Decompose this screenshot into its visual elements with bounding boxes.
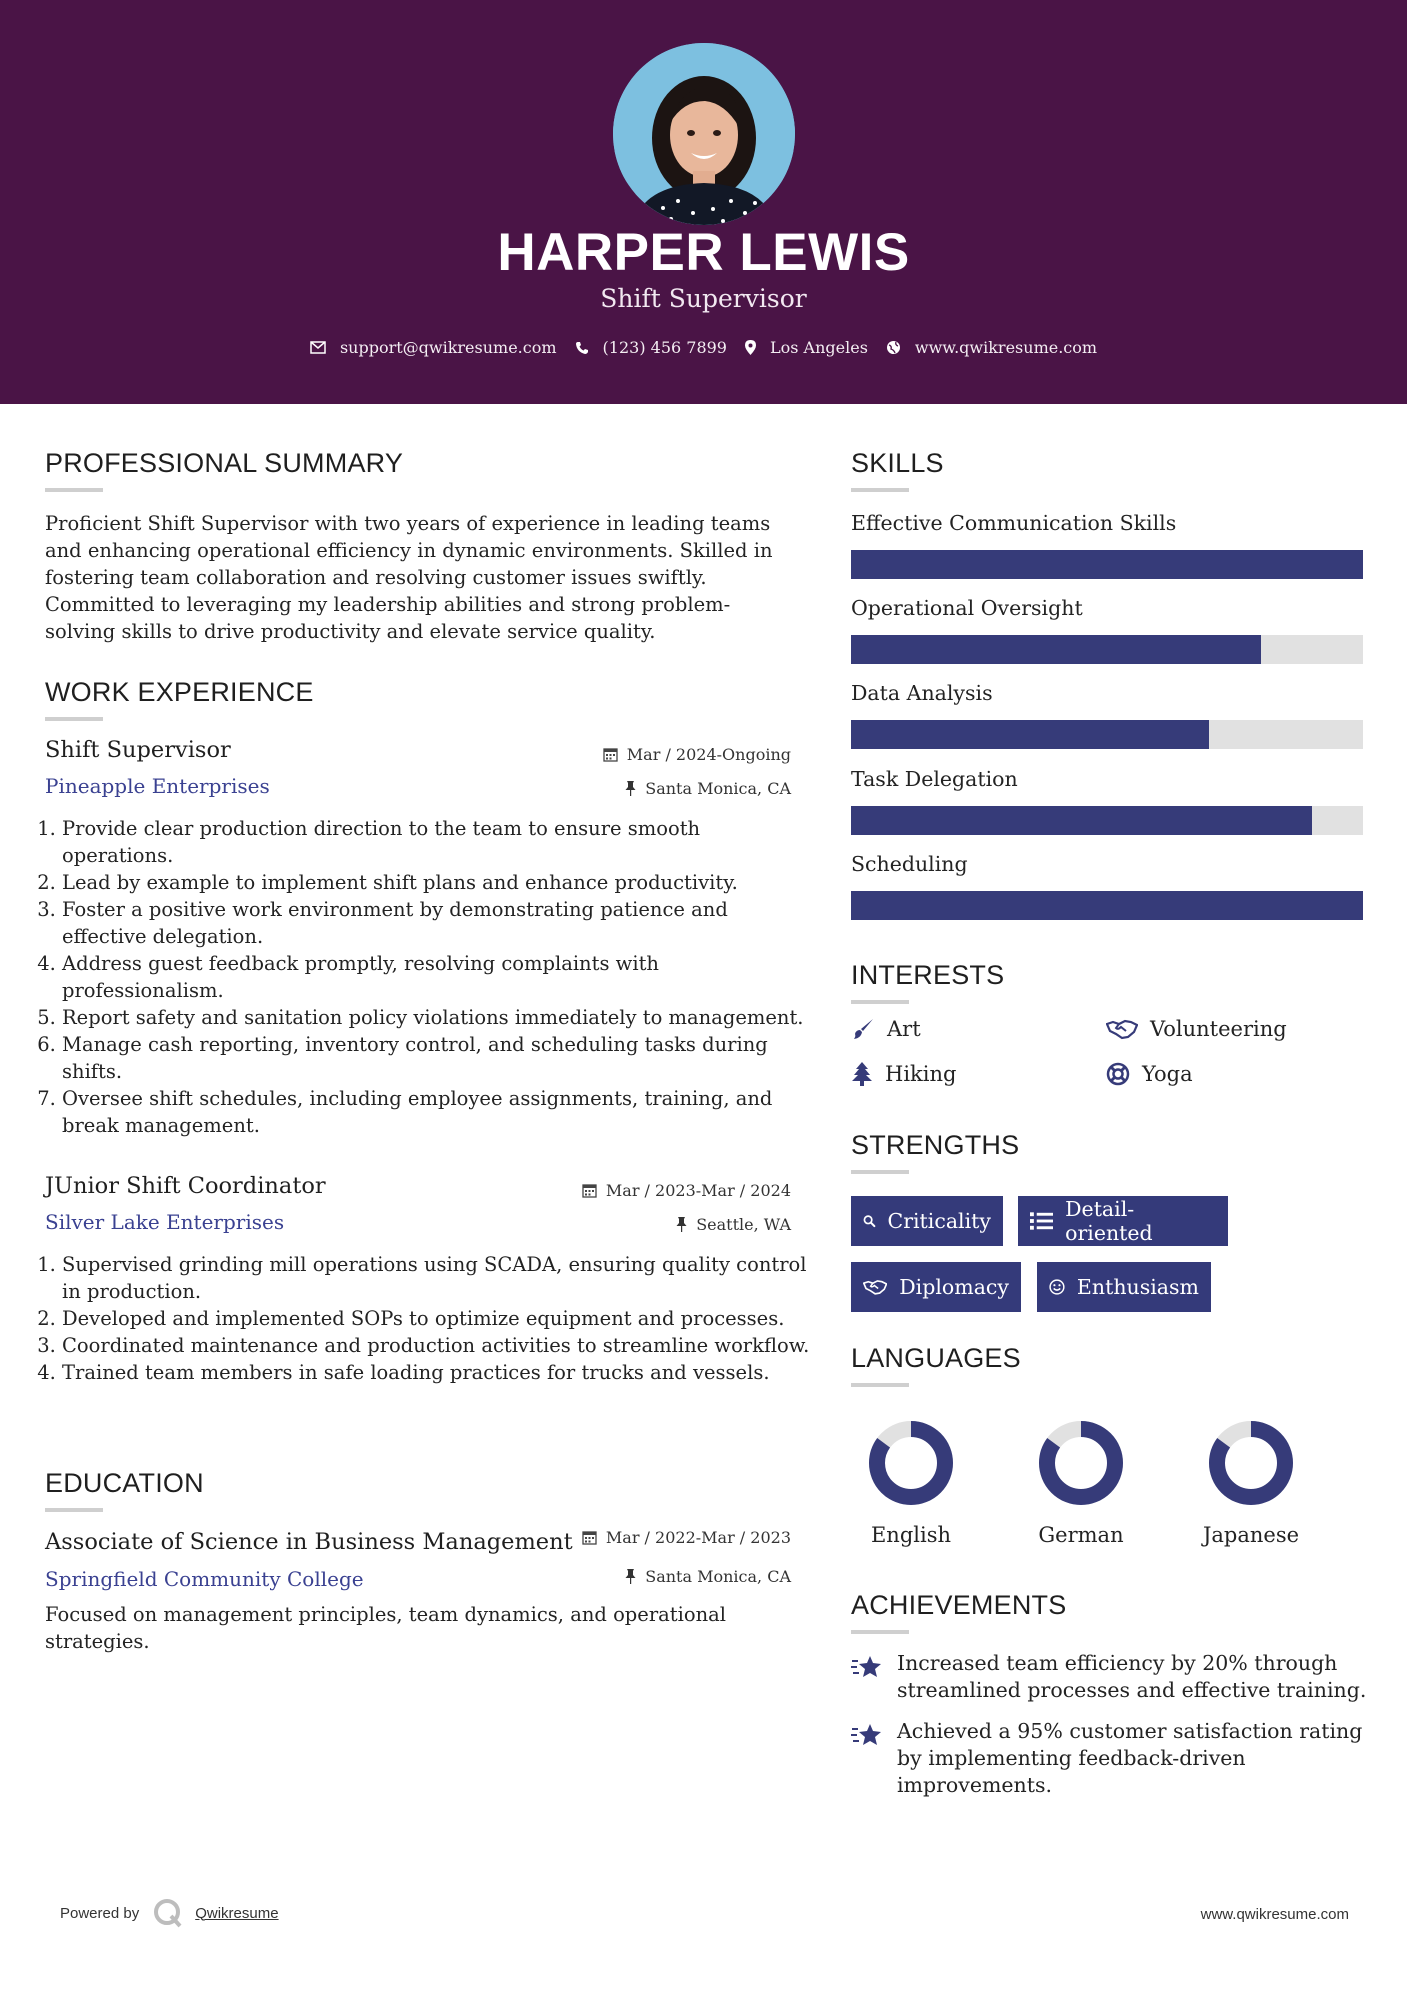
job-responsibilities	[43, 1251, 814, 1386]
company-name: Pineapple Enterprises	[45, 774, 270, 798]
qwikresume-logo-icon	[153, 1898, 183, 1928]
skill-label: Operational Oversight	[851, 596, 1083, 620]
list-item: 6. Manage cash reporting, inventory control, and scheduling tasks during shifts.	[62, 1031, 814, 1085]
job-dates: Mar / 2023-Mar / 2024	[531, 1181, 791, 1200]
achievement-item: Increased team efficiency by 20% through streamlined processes and effective training.	[851, 1650, 1371, 1704]
contact-email[interactable]	[310, 338, 557, 357]
profile-photo	[613, 43, 795, 225]
skill-bar	[851, 550, 1363, 579]
footer-branding	[60, 1898, 279, 1928]
skill-bar-fill	[851, 550, 1363, 579]
language-label: Japanese	[1202, 1523, 1300, 1547]
brand-link[interactable]: Qwikresume	[195, 1904, 279, 1922]
contact-website[interactable]	[886, 338, 1097, 357]
list-icon	[1030, 1211, 1053, 1231]
language-label: German	[1038, 1523, 1124, 1547]
strength-tag: Diplomacy	[851, 1262, 1021, 1312]
shooting-star-icon	[851, 1654, 885, 1680]
list-item: 1. Supervised grinding mill operations using SCADA, ensuring quality control in production.	[62, 1251, 814, 1305]
contact-location-text: Los Angeles	[769, 338, 868, 357]
language-label: English	[870, 1523, 952, 1547]
contact-location	[745, 338, 868, 357]
tree-icon	[851, 1062, 873, 1086]
education-heading: EDUCATION	[45, 1468, 204, 1498]
skill-bar	[851, 720, 1363, 749]
skill-bar	[851, 806, 1363, 835]
list-item: 3. Coordinated maintenance and production activities to streamline workflow.	[62, 1332, 814, 1359]
skill-bar-fill	[851, 720, 1209, 749]
skill-label: Scheduling	[851, 852, 968, 876]
list-item: 7. Oversee shift schedules, including employee assignments, training, and break management.	[62, 1085, 814, 1139]
language-donut	[1207, 1419, 1295, 1507]
envelope-icon	[310, 341, 326, 354]
summary-heading: PROFESSIONAL SUMMARY	[45, 448, 404, 478]
language-donut	[867, 1419, 955, 1507]
strength-tag: Detail-oriented	[1018, 1196, 1228, 1246]
interest-item: Volunteering	[1106, 1017, 1287, 1041]
achievements-heading: ACHIEVEMENTS	[851, 1590, 1067, 1620]
contact-website-text: www.qwikresume.com	[914, 338, 1098, 357]
skill-label: Task Delegation	[851, 767, 1018, 791]
education-location: Santa Monica, CA	[531, 1567, 791, 1586]
skill-bar	[851, 635, 1363, 664]
search-icon	[863, 1210, 876, 1232]
achievement-item: Achieved a 95% customer satisfaction rating by implementing feedback-driven improvements.	[851, 1718, 1371, 1799]
footer-website[interactable]: www.qwikresume.com	[1200, 1906, 1349, 1923]
map-marker-icon	[745, 340, 756, 355]
shooting-star-icon	[851, 1722, 885, 1748]
interest-item: Yoga	[1106, 1062, 1193, 1086]
experience-heading: WORK EXPERIENCE	[45, 677, 314, 707]
calendar-icon	[582, 1183, 597, 1198]
list-item: 1. Provide clear production direction to the team to ensure smooth operations.	[62, 815, 814, 869]
job-location: Seattle, WA	[531, 1215, 791, 1234]
smile-icon	[1049, 1276, 1065, 1298]
list-item: 2. Developed and implemented SOPs to optimize equipment and processes.	[62, 1305, 814, 1332]
job-location: Santa Monica, CA	[531, 779, 791, 798]
candidate-title: Shift Supervisor	[600, 284, 807, 313]
language-item	[1006, 1419, 1156, 1547]
interest-item: Art	[851, 1017, 921, 1041]
paint-brush-icon	[851, 1017, 875, 1041]
degree-title: Associate of Science in Business Management	[45, 1529, 573, 1555]
languages-heading: LANGUAGES	[851, 1343, 1021, 1373]
summary-divider	[45, 488, 103, 492]
language-item	[836, 1419, 986, 1547]
list-item: 3. Foster a positive work environment by demonstrating patience and effective delegation.	[62, 896, 814, 950]
education-description: Focused on management principles, team dynamics, and operational strategies.	[45, 1603, 727, 1653]
interests-heading: INTERESTS	[851, 960, 1005, 990]
contact-phone[interactable]	[575, 338, 727, 357]
strengths-heading: STRENGTHS	[851, 1130, 1020, 1160]
phone-icon	[575, 341, 589, 355]
contact-phone-text: (123) 456 7899	[602, 338, 727, 357]
job-title: Shift Supervisor	[45, 737, 231, 763]
education-divider	[45, 1508, 103, 1512]
education-dates: Mar / 2022-Mar / 2023	[531, 1528, 791, 1547]
skill-label: Data Analysis	[851, 681, 993, 705]
handshake-icon	[863, 1276, 887, 1298]
pin-icon	[676, 1217, 687, 1232]
job-responsibilities	[43, 815, 814, 1139]
calendar-icon	[582, 1530, 597, 1545]
company-name: Silver Lake Enterprises	[45, 1210, 285, 1234]
achievements-divider	[851, 1630, 909, 1634]
calendar-icon	[603, 747, 618, 762]
candidate-name: HARPER LEWIS	[497, 223, 910, 282]
skill-bar-fill	[851, 891, 1363, 920]
skill-label: Effective Communication Skills	[851, 511, 1177, 535]
job-title: JUnior Shift Coordinator	[45, 1173, 326, 1199]
interests-divider	[851, 1000, 909, 1004]
contact-email-text: support@qwikresume.com	[339, 338, 557, 357]
school-name: Springfield Community College	[45, 1567, 364, 1591]
list-item: 2. Lead by example to implement shift plans and enhance productivity.	[62, 869, 814, 896]
skill-bar-fill	[851, 635, 1261, 664]
skill-bar	[851, 891, 1363, 920]
strength-tag: Criticality	[851, 1196, 1003, 1246]
interest-item: Hiking	[851, 1062, 956, 1086]
powered-by-text: Powered by	[60, 1904, 140, 1922]
resume-header	[0, 0, 1407, 404]
skill-bar-fill	[851, 806, 1312, 835]
life-ring-icon	[1106, 1062, 1130, 1086]
list-item: 4. Address guest feedback promptly, resolving complaints with professionalism.	[62, 950, 814, 1004]
handshake-icon	[1106, 1018, 1138, 1040]
contact-bar	[0, 338, 1407, 357]
list-item: 4. Trained team members in safe loading practices for trucks and vessels.	[62, 1359, 814, 1386]
job-dates: Mar / 2024-Ongoing	[531, 745, 791, 764]
list-item: 5. Report safety and sanitation policy violations immediately to management.	[62, 1004, 814, 1031]
strength-tag: Enthusiasm	[1037, 1262, 1211, 1312]
strengths-divider	[851, 1170, 909, 1174]
pin-icon	[625, 1569, 636, 1584]
skills-divider	[851, 488, 909, 492]
pin-icon	[625, 781, 636, 796]
skills-heading: SKILLS	[851, 448, 944, 478]
experience-divider	[45, 717, 103, 721]
globe-icon	[886, 340, 901, 355]
languages-divider	[851, 1383, 909, 1387]
summary-text: Proficient Shift Supervisor with two years of experience in leading teams and enhancing operational efficiency in dynamic environments. Skilled in fostering team collaboration and resolving customer issues swiftly. Committed to leveraging my leadership abilities and strong problem-solving skills to drive productivity and elevate service quality.	[45, 512, 773, 643]
language-donut	[1037, 1419, 1125, 1507]
language-item	[1176, 1419, 1326, 1547]
